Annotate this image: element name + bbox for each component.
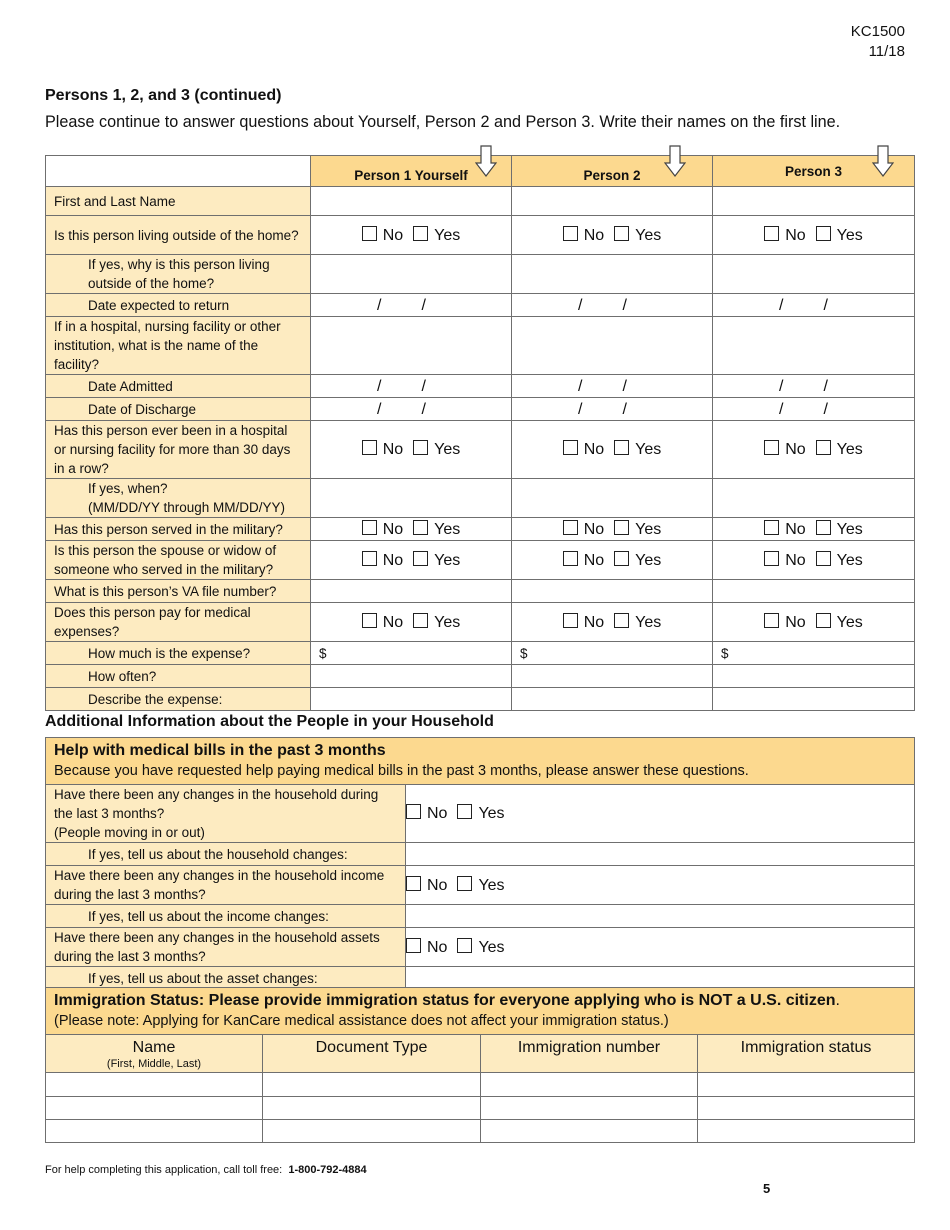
label-when-line-2: (MM/DD/YY through MM/DD/YY) (88, 500, 286, 515)
facility-field-3[interactable] (713, 317, 915, 375)
yes-checkbox[interactable] (413, 551, 428, 566)
immigration-header (46, 988, 915, 1035)
row-asset-changes (46, 928, 915, 967)
living-outside-3: No Yes (713, 216, 915, 255)
hospital-30-2: No Yes (512, 421, 713, 479)
describe-field-1[interactable] (311, 688, 512, 711)
immigration-name-cell[interactable] (46, 1120, 263, 1143)
immigration-status-cell[interactable] (698, 1120, 915, 1143)
medical-header (46, 738, 915, 785)
additional-info-title: Additional Information about the People in your Household (45, 713, 494, 730)
medical-subtitle: Because you have requested help paying medical bills in the past 3 months, please answer these questions. (54, 763, 749, 779)
label-income-followup: If yes, tell us about the income changes: (46, 905, 406, 928)
date-admitted-field-3[interactable]: / / (713, 375, 915, 398)
down-arrow-icon (475, 145, 497, 177)
no-checkbox[interactable] (362, 226, 377, 241)
no-checkbox[interactable] (764, 613, 779, 628)
medical-expenses-2: No Yes (512, 603, 713, 642)
dollar-sign: $ (721, 645, 729, 661)
column-person-3: Person 3 (713, 156, 915, 187)
col-immigration-status: Immigration status (698, 1035, 915, 1073)
no-checkbox[interactable] (362, 551, 377, 566)
facility-field-2[interactable] (512, 317, 713, 375)
yes-checkbox[interactable] (614, 226, 629, 241)
row-how-often (46, 665, 915, 688)
date-return-field-1[interactable]: / / (311, 294, 512, 317)
no-checkbox[interactable] (406, 804, 421, 819)
column-person-1: Person 1 Yourself (311, 156, 512, 187)
medical-header-row (46, 738, 915, 785)
row-when (46, 479, 915, 518)
medical-bills-table (45, 737, 915, 990)
spouse-widow-3: No Yes (713, 541, 915, 580)
no-checkbox[interactable] (362, 613, 377, 628)
why-outside-field-3[interactable] (713, 255, 915, 294)
date-return-field-2[interactable]: / / (512, 294, 713, 317)
yes-checkbox[interactable] (816, 520, 831, 535)
immigration-doc-cell[interactable] (263, 1097, 481, 1120)
yes-checkbox[interactable] (816, 613, 831, 628)
no-checkbox[interactable] (764, 226, 779, 241)
when-field-1[interactable] (311, 479, 512, 518)
col-document-type: Document Type (263, 1035, 481, 1073)
immigration-doc-cell[interactable] (263, 1073, 481, 1097)
how-often-field-2[interactable] (512, 665, 713, 688)
no-checkbox[interactable] (406, 876, 421, 891)
date-return-field-3[interactable]: / / (713, 294, 915, 317)
yes-checkbox[interactable] (614, 613, 629, 628)
no-checkbox[interactable] (563, 613, 578, 628)
no-checkbox[interactable] (362, 440, 377, 455)
column-person-2: Person 2 (512, 156, 713, 187)
spouse-widow-2: No Yes (512, 541, 713, 580)
immigration-table (45, 987, 915, 1143)
immigration-note: (Please note: Applying for KanCare medical assistance does not affect your immigration status.) (54, 1013, 669, 1029)
describe-field-3[interactable] (713, 688, 915, 711)
why-outside-field-1[interactable] (311, 255, 512, 294)
asset-changes-answer: No Yes (406, 928, 915, 967)
row-describe (46, 688, 915, 711)
label-why-outside: If yes, why is this person living outside of the home? (46, 255, 311, 294)
label-hospital-30: Has this person ever been in a hospital or nursing facility for more than 30 days in a row? (46, 421, 311, 479)
footer-help-text: For help completing this application, call toll free: (45, 1164, 283, 1176)
expense-amount-field-2[interactable] (512, 642, 713, 665)
how-often-field-1[interactable] (311, 665, 512, 688)
yes-checkbox[interactable] (457, 938, 472, 953)
no-checkbox[interactable] (563, 520, 578, 535)
how-often-field-3[interactable] (713, 665, 915, 688)
label-household-followup: If yes, tell us about the household changes: (46, 843, 406, 866)
military-3: No Yes (713, 518, 915, 541)
dollar-sign: $ (319, 645, 327, 661)
footer-help (45, 1164, 367, 1176)
date-discharge-field-3[interactable]: / / (713, 398, 915, 421)
label-household-changes-q: Have there been any changes in the household during the last 3 months? (54, 787, 379, 821)
name-field-2[interactable] (512, 187, 713, 216)
label-asset-changes: Have there been any changes in the household assets during the last 3 months? (46, 928, 406, 967)
yes-checkbox[interactable] (614, 440, 629, 455)
medical-expenses-3: No Yes (713, 603, 915, 642)
name-field-1[interactable] (311, 187, 512, 216)
col-name: Name (First, Middle, Last) (46, 1035, 263, 1073)
household-followup-field[interactable] (406, 843, 915, 866)
row-medical-expenses (46, 603, 915, 642)
dollar-sign: $ (520, 645, 528, 661)
no-checkbox[interactable] (362, 520, 377, 535)
yes-checkbox[interactable] (457, 876, 472, 891)
label-household-changes (46, 785, 406, 843)
income-followup-field[interactable] (406, 905, 915, 928)
immigration-status-cell[interactable] (698, 1073, 915, 1097)
row-household-changes (46, 785, 915, 843)
immigration-doc-cell[interactable] (263, 1120, 481, 1143)
spouse-widow-1: No Yes (311, 541, 512, 580)
label-military: Has this person served in the military? (46, 518, 311, 541)
military-2: No Yes (512, 518, 713, 541)
yes-checkbox[interactable] (614, 520, 629, 535)
immigration-row (46, 1073, 915, 1097)
immigration-name-cell[interactable] (46, 1073, 263, 1097)
form-code (851, 22, 905, 62)
no-checkbox[interactable] (563, 440, 578, 455)
row-income-changes (46, 866, 915, 905)
col-immigration-number: Immigration number (481, 1035, 698, 1073)
military-1: No Yes (311, 518, 512, 541)
yes-checkbox[interactable] (413, 226, 428, 241)
label-when (46, 479, 311, 518)
immigration-number-cell[interactable] (481, 1097, 698, 1120)
label-when-line-1: If yes, when? (88, 481, 168, 496)
date-discharge-field-2[interactable]: / / (512, 398, 713, 421)
label-asset-followup: If yes, tell us about the asset changes: (46, 967, 406, 990)
label-describe: Describe the expense: (46, 688, 311, 711)
row-facility-name (46, 317, 915, 375)
yes-checkbox[interactable] (614, 551, 629, 566)
when-field-2[interactable] (512, 479, 713, 518)
label-va-file: What is this person’s VA file number? (46, 580, 311, 603)
va-file-field-1[interactable] (311, 580, 512, 603)
row-why-outside (46, 255, 915, 294)
expense-amount-field-3[interactable] (713, 642, 915, 665)
label-date-discharge: Date of Discharge (46, 398, 311, 421)
date-admitted-field-1[interactable]: / / (311, 375, 512, 398)
yes-checkbox[interactable] (413, 613, 428, 628)
label-living-outside: Is this person living outside of the home? (46, 216, 311, 255)
no-checkbox[interactable] (563, 551, 578, 566)
no-checkbox[interactable] (764, 551, 779, 566)
row-military (46, 518, 915, 541)
no-checkbox[interactable] (764, 440, 779, 455)
describe-field-2[interactable] (512, 688, 713, 711)
form-date: 11/18 (868, 43, 905, 60)
label-facility-name: If in a hospital, nursing facility or other institution, what is the name of the facility? (46, 317, 311, 375)
yes-checkbox[interactable] (816, 226, 831, 241)
yes-checkbox[interactable] (816, 551, 831, 566)
form-id: KC1500 (850, 23, 905, 40)
immigration-title: Immigration Status: Please provide immigration status for everyone applying who is NOT a U.S. citizen. (54, 992, 840, 1009)
row-name (46, 187, 915, 216)
hospital-30-3: No Yes (713, 421, 915, 479)
when-field-3[interactable] (713, 479, 915, 518)
no-checkbox[interactable] (406, 938, 421, 953)
household-changes-answer: No Yes (406, 785, 915, 843)
no-checkbox[interactable] (563, 226, 578, 241)
hospital-30-1: No Yes (311, 421, 512, 479)
down-arrow-icon (664, 145, 686, 177)
why-outside-field-2[interactable] (512, 255, 713, 294)
va-file-field-2[interactable] (512, 580, 713, 603)
living-outside-1: No Yes (311, 216, 512, 255)
immigration-number-cell[interactable] (481, 1120, 698, 1143)
row-va-file (46, 580, 915, 603)
yes-checkbox[interactable] (457, 804, 472, 819)
immigration-header-row (46, 988, 915, 1035)
immigration-status-cell[interactable] (698, 1097, 915, 1120)
yes-checkbox[interactable] (816, 440, 831, 455)
income-changes-answer: No Yes (406, 866, 915, 905)
expense-amount-field-1[interactable] (311, 642, 512, 665)
date-discharge-field-1[interactable]: / / (311, 398, 512, 421)
label-spouse-widow: Is this person the spouse or widow of someone who served in the military? (46, 541, 311, 580)
row-date-return (46, 294, 915, 317)
row-hospital-30 (46, 421, 915, 479)
no-checkbox[interactable] (764, 520, 779, 535)
medical-title: Help with medical bills in the past 3 months (54, 742, 386, 759)
row-expense-amount (46, 642, 915, 665)
va-file-field-3[interactable] (713, 580, 915, 603)
label-household-changes-note: (People moving in or out) (54, 825, 205, 840)
name-field-3[interactable] (713, 187, 915, 216)
immigration-name-cell[interactable] (46, 1097, 263, 1120)
immigration-row (46, 1097, 915, 1120)
row-date-admitted (46, 375, 915, 398)
col-name-sub: (First, Middle, Last) (106, 1058, 202, 1070)
immigration-column-headers (46, 1035, 915, 1073)
label-date-return: Date expected to return (46, 294, 311, 317)
row-spouse-widow (46, 541, 915, 580)
immigration-row (46, 1120, 915, 1143)
label-medical-expenses: Does this person pay for medical expenses? (46, 603, 311, 642)
immigration-number-cell[interactable] (481, 1073, 698, 1097)
persons-header-row (46, 156, 915, 187)
row-household-followup (46, 843, 915, 866)
living-outside-2: No Yes (512, 216, 713, 255)
footer-phone: 1-800-792-4884 (288, 1164, 367, 1176)
row-date-discharge (46, 398, 915, 421)
row-living-outside (46, 216, 915, 255)
facility-field-1[interactable] (311, 317, 512, 375)
label-name: First and Last Name (46, 187, 311, 216)
label-how-often: How often? (46, 665, 311, 688)
label-income-changes: Have there been any changes in the household income during the last 3 months? (46, 866, 406, 905)
header-blank-cell (46, 156, 311, 187)
label-expense-amount: How much is the expense? (46, 642, 311, 665)
yes-checkbox[interactable] (413, 440, 428, 455)
page-number: 5 (763, 1181, 771, 1196)
section-intro: Please continue to answer questions about Yourself, Person 2 and Person 3. Write their names on the first line. (45, 113, 841, 131)
label-date-admitted: Date Admitted (46, 375, 311, 398)
section-title: Persons 1, 2, and 3 (continued) (45, 87, 282, 104)
yes-checkbox[interactable] (413, 520, 428, 535)
row-income-followup (46, 905, 915, 928)
persons-table (45, 155, 915, 711)
down-arrow-icon (872, 145, 894, 177)
medical-expenses-1: No Yes (311, 603, 512, 642)
date-admitted-field-2[interactable]: / / (512, 375, 713, 398)
